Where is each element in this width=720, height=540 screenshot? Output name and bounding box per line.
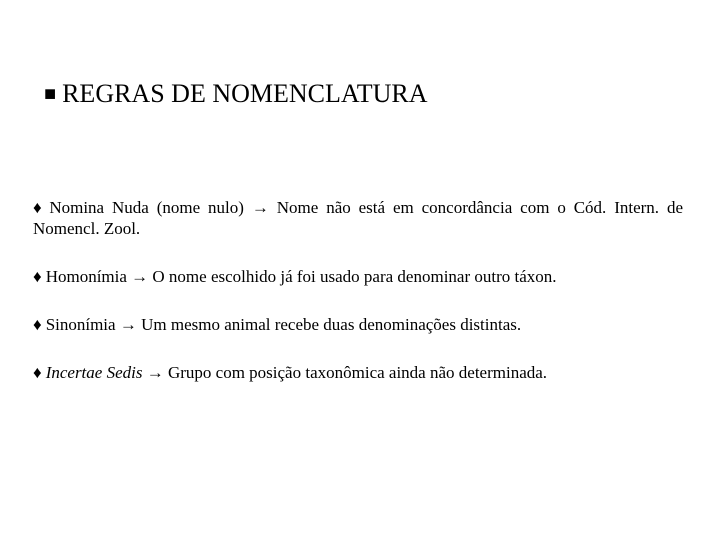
diamond-bullet-icon: ♦ bbox=[33, 267, 42, 286]
rule-definition: O nome escolhido já foi usado para denominar outro táxon. bbox=[152, 267, 557, 286]
arrow-icon: → bbox=[146, 363, 164, 382]
title-text: REGRAS DE NOMENCLATURA bbox=[62, 79, 428, 108]
rule-definition: Grupo com posição taxonômica ainda não determinada. bbox=[167, 363, 548, 382]
rule-definition: Nome não está em concordância com o Cód. Intern. de Nomencl. Zool. bbox=[33, 198, 683, 238]
diamond-bullet-icon: ♦ bbox=[33, 315, 42, 334]
rule-term: Sinonímia bbox=[45, 315, 116, 334]
rule-term: Incertae Sedis bbox=[45, 363, 143, 382]
list-item-incertae-sedis bbox=[33, 362, 683, 383]
list-item-nomina-nuda bbox=[33, 197, 683, 239]
rule-definition: Um mesmo animal recebe duas denominações distintas. bbox=[141, 315, 522, 334]
arrow-icon: → bbox=[131, 267, 149, 286]
slide-title bbox=[44, 78, 428, 110]
rule-term: Homonímia bbox=[45, 267, 127, 286]
list-item-sinonimia bbox=[33, 314, 683, 335]
arrow-icon: → bbox=[119, 315, 137, 334]
rules-list bbox=[33, 197, 683, 383]
diamond-bullet-icon: ♦ bbox=[33, 363, 42, 382]
diamond-bullet-icon: ♦ bbox=[33, 198, 46, 217]
list-item-homonimia bbox=[33, 266, 683, 287]
square-bullet-icon: ■ bbox=[44, 83, 57, 105]
arrow-icon: → bbox=[251, 198, 269, 217]
rule-term: Nomina Nuda (nome nulo) bbox=[49, 198, 244, 217]
